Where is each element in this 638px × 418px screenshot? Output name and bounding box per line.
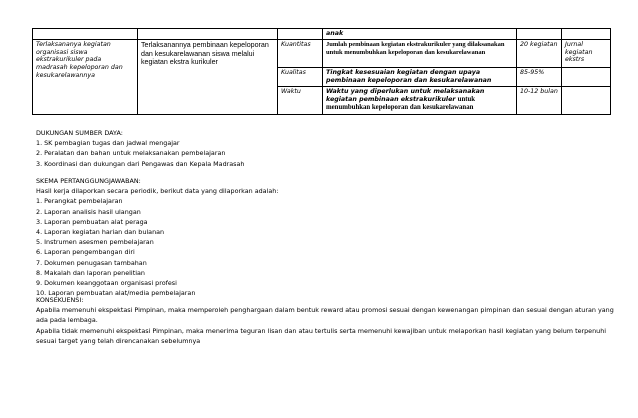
aspect-cell: Kualitas xyxy=(278,68,323,87)
list-item: 2. Laporan analisis hasil ulangan xyxy=(36,207,141,216)
table-cell-empty xyxy=(33,29,138,40)
description-tail: untuk menumbuhkan kepeloporan dan kesukarelawanan xyxy=(326,95,476,111)
description-italic: Waktu yang diperlukan untuk melaksanakan kegiatan pembinaan ekstrakurikuler xyxy=(326,88,485,103)
list-item: 1. SK pembagian tugas dan jadwal mengajar xyxy=(36,139,180,148)
list-item: 2. Peralatan dan bahan untuk melaksanakan pembelajaran xyxy=(36,149,226,158)
section-heading: SKEMA PERTANGGUNGJAWABAN: xyxy=(36,177,141,185)
aspect-cell: Waktu xyxy=(278,87,323,115)
list-item: 7. Dokumen penugasan tambahan xyxy=(36,258,147,267)
accountability-section xyxy=(36,176,616,298)
section-intro: Hasil kerja dilaporkan secara periodik, berikut data yang dilaporkan adalah: xyxy=(36,187,279,196)
activity-label-cell: Terlaksananya kegiatan organisasi siswa ekstrakurikuler pada madrasah kepeloporan dan kesukarelawannya xyxy=(33,40,138,115)
indicator-description-cell: Jumlah pembinaan kegiatan ekstrakurikuler yang dilaksanakan untuk menumbuhkan kepeloporan dan kesukarelawanan xyxy=(323,40,517,68)
table-cell-empty xyxy=(278,29,323,40)
list-item: 5. Instrumen asesmen pembelajaran xyxy=(36,238,154,247)
evidence-cell: Jurnal kegiatan ekstrs xyxy=(562,40,611,68)
target-value-cell: 85-95% xyxy=(517,68,562,87)
performance-indicator-table xyxy=(32,28,611,115)
table-cell-top-text: anak xyxy=(323,29,517,40)
table-cell-empty xyxy=(138,29,278,40)
target-label-cell: Terlaksanannya pembinaan kepeloporan dan kesukarelawanan siswa melalui kegiatan ekstra kurikuler xyxy=(138,40,278,115)
list-item: 4. Laporan kegiatan harian dan bulanan xyxy=(36,228,165,237)
list-item: 6. Laporan pengembangan diri xyxy=(36,248,135,257)
list-item: 1. Perangkat pembelajaran xyxy=(36,197,123,206)
table-row xyxy=(33,40,611,68)
list-item: 3. Koordinasi dan dukungan dari Pengawas dan Kepala Madrasah xyxy=(36,159,245,168)
section-heading: KONSEKUENSI: xyxy=(36,296,84,304)
table-cell-empty xyxy=(562,29,611,40)
list-item: 9. Dokumen keanggotaan organisasi profesi xyxy=(36,279,177,288)
list-item: 3. Laporan pembuatan alat peraga xyxy=(36,217,148,226)
list-item: 8. Makalah dan laporan penelitian xyxy=(36,268,145,277)
list-item: 10. Laporan pembuatan alat/media pembelajaran xyxy=(36,289,196,298)
resource-support-section xyxy=(36,128,616,169)
evidence-cell xyxy=(562,87,611,115)
target-value-cell: 20 kegiatan xyxy=(517,40,562,68)
table-cell-empty xyxy=(517,29,562,40)
consequence-paragraph-negative: Apabila tidak memenuhi ekspektasi Pimpinan, maka menerima teguran lisan dan atau tertulis serta memenuhi kewajiban untuk melaporkan hasil kegiatan yang belum terpenuhi sesuai target yang telah direncanakan sebelumnya xyxy=(36,326,607,345)
consequence-section xyxy=(36,295,616,346)
section-heading: DUKUNGAN SUMBER DAYA: xyxy=(36,129,123,137)
indicator-description-cell xyxy=(323,87,517,115)
indicator-description-cell: Tingkat kesesuaian kegiatan dengan upaya pembinaan kepeloporan dan kesukarelawanan xyxy=(323,68,517,87)
consequence-paragraph-positive: Apabila memenuhi ekspektasi Pimpinan, maka memperoleh penghargaan dalam bentuk reward atau promosi sesuai dengan kewenangan pimpinan dan sesuai dengan aturan yang ada pada lembaga. xyxy=(36,306,614,325)
aspect-cell: Kuantitas xyxy=(278,40,323,68)
target-value-cell: 10-12 bulan xyxy=(517,87,562,115)
table-row xyxy=(33,29,611,40)
evidence-cell xyxy=(562,68,611,87)
